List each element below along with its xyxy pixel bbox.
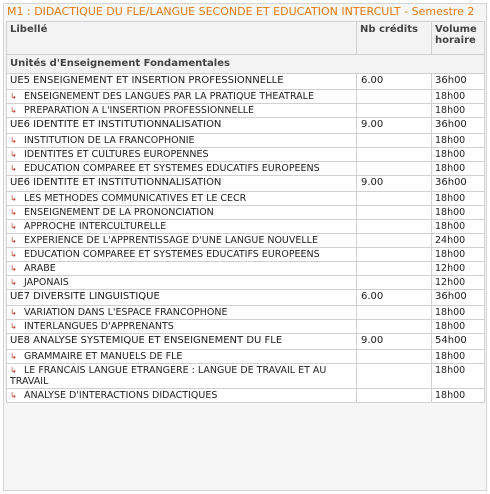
row-label: UE6 IDENTITE ET INSTITUTIONNALISATION [10, 119, 222, 130]
hours-cell: 36h00 [432, 176, 485, 192]
ec-row [7, 220, 485, 234]
credits-cell [357, 320, 432, 334]
column-header-libelle: Libellé [7, 22, 357, 55]
sub-item-arrow-icon: ↳ [10, 308, 17, 317]
row-label-cell [7, 74, 357, 90]
row-label: UE5 ENSEIGNEMENT ET INSERTION PROFESSIONNELLE [10, 75, 284, 86]
row-label-cell [7, 290, 357, 306]
row-label: EXPERIENCE DE L'APPRENTISSAGE D'UNE LANGUE NOUVELLE [24, 235, 318, 246]
credits-cell: 6.00 [357, 74, 432, 90]
credits-cell [357, 364, 432, 389]
row-label: JAPONAIS [24, 277, 69, 288]
ec-row [7, 389, 485, 403]
row-label-cell [7, 248, 357, 262]
hours-cell: 18h00 [432, 192, 485, 206]
credits-cell [357, 206, 432, 220]
credits-cell [357, 248, 432, 262]
hours-cell: 18h00 [432, 90, 485, 104]
credits-cell: 9.00 [357, 334, 432, 350]
sub-item-arrow-icon: ↳ [10, 164, 17, 173]
sub-item-arrow-icon: ↳ [10, 194, 17, 203]
ec-row [7, 306, 485, 320]
ue-row [7, 118, 485, 134]
row-label: LE FRANCAIS LANGUE ETRANGERE : LANGUE DE TRAVAIL ET AU TRAVAIL [10, 365, 327, 387]
hours-cell: 18h00 [432, 306, 485, 320]
row-label-cell [7, 176, 357, 192]
hours-cell: 18h00 [432, 162, 485, 176]
credits-cell: 9.00 [357, 118, 432, 134]
row-label-cell [7, 306, 357, 320]
hours-cell: 18h00 [432, 320, 485, 334]
row-label: INTERLANGUES D'APPRENANTS [24, 321, 174, 332]
row-label: VARIATION DANS L'ESPACE FRANCOPHONE [24, 307, 228, 318]
ec-row [7, 276, 485, 290]
table-header [7, 22, 485, 55]
ec-row [7, 206, 485, 220]
section-title: Unités d'Enseignement Fondamentales [7, 55, 485, 74]
section-row [7, 55, 485, 74]
row-label: LES METHODES COMMUNICATIVES ET LE CECR [24, 193, 247, 204]
row-label-cell [7, 90, 357, 104]
row-label-cell [7, 162, 357, 176]
course-table [6, 21, 485, 403]
row-label-cell [7, 148, 357, 162]
hours-cell: 18h00 [432, 134, 485, 148]
row-label: GRAMMAIRE ET MANUELS DE FLE [24, 351, 183, 362]
row-label-cell [7, 134, 357, 148]
sub-item-arrow-icon: ↳ [10, 106, 17, 115]
sub-item-arrow-icon: ↳ [10, 352, 17, 361]
row-label: UE8 ANALYSE SYSTEMIQUE ET ENSEIGNEMENT DU FLE [10, 335, 283, 346]
row-label-cell [7, 262, 357, 276]
credits-cell [357, 234, 432, 248]
page-title: M1 : DIDACTIQUE DU FLE/LANGUE SECONDE ET EDUCATION INTERCULT - Semestre 2 [7, 5, 475, 18]
hours-cell: 12h00 [432, 276, 485, 290]
ec-row [7, 350, 485, 364]
hours-cell: 18h00 [432, 148, 485, 162]
hours-cell: 36h00 [432, 118, 485, 134]
credits-cell [357, 276, 432, 290]
credits-cell: 6.00 [357, 290, 432, 306]
row-label: EDUCATION COMPAREE ET SYSTEMES EDUCATIFS EUROPEENS [24, 163, 320, 174]
hours-cell: 54h00 [432, 334, 485, 350]
sub-item-arrow-icon: ↳ [10, 391, 17, 400]
hours-cell: 18h00 [432, 206, 485, 220]
ec-row [7, 234, 485, 248]
sub-item-arrow-icon: ↳ [10, 236, 17, 245]
row-label-cell [7, 334, 357, 350]
credits-cell [357, 262, 432, 276]
row-label: UE6 IDENTITE ET INSTITUTIONNALISATION [10, 177, 222, 188]
ec-row [7, 262, 485, 276]
row-label-cell [7, 234, 357, 248]
ec-row [7, 104, 485, 118]
row-label: APPROCHE INTERCULTURELLE [24, 221, 167, 232]
row-label: ANALYSE D'INTERACTIONS DIDACTIQUES [24, 390, 218, 401]
ec-row [7, 134, 485, 148]
row-label-cell [7, 350, 357, 364]
hours-cell: 18h00 [432, 248, 485, 262]
row-label: ARABE [24, 263, 56, 274]
hours-cell: 24h00 [432, 234, 485, 248]
credits-cell [357, 389, 432, 403]
ue-row [7, 334, 485, 350]
sub-item-arrow-icon: ↳ [10, 264, 17, 273]
row-label: ENSEIGNEMENT DE LA PRONONCIATION [24, 207, 214, 218]
credits-cell [357, 220, 432, 234]
credits-cell [357, 192, 432, 206]
ue-row [7, 74, 485, 90]
ec-row [7, 364, 485, 389]
hours-cell: 18h00 [432, 389, 485, 403]
ec-row [7, 320, 485, 334]
ec-row [7, 162, 485, 176]
ec-row [7, 90, 485, 104]
sub-item-arrow-icon: ↳ [10, 136, 17, 145]
ue-row [7, 176, 485, 192]
row-label-cell [7, 320, 357, 334]
sub-item-arrow-icon: ↳ [10, 366, 17, 375]
row-label-cell [7, 206, 357, 220]
credits-cell: 9.00 [357, 176, 432, 192]
row-label-cell [7, 276, 357, 290]
ec-row [7, 192, 485, 206]
hours-cell: 18h00 [432, 104, 485, 118]
ec-row [7, 148, 485, 162]
credits-cell [357, 148, 432, 162]
credits-cell [357, 306, 432, 320]
hours-cell: 18h00 [432, 220, 485, 234]
hours-cell: 12h00 [432, 262, 485, 276]
row-label-cell [7, 220, 357, 234]
row-label-cell [7, 389, 357, 403]
row-label-cell [7, 118, 357, 134]
sub-item-arrow-icon: ↳ [10, 150, 17, 159]
row-label: IDENTITES ET CULTURES EUROPENNES [24, 149, 209, 160]
column-header-credits: Nb crédits [357, 22, 432, 55]
sub-item-arrow-icon: ↳ [10, 278, 17, 287]
row-label: INSTITUTION DE LA FRANCOPHONIE [24, 135, 195, 146]
row-label-cell [7, 104, 357, 118]
row-label: EDUCATION COMPAREE ET SYSTEMES EDUCATIFS EUROPEENS [24, 249, 320, 260]
sub-item-arrow-icon: ↳ [10, 92, 17, 101]
hours-cell: 18h00 [432, 364, 485, 389]
hours-cell: 36h00 [432, 290, 485, 306]
row-label-cell [7, 364, 357, 389]
credits-cell [357, 162, 432, 176]
sub-item-arrow-icon: ↳ [10, 222, 17, 231]
sub-item-arrow-icon: ↳ [10, 322, 17, 331]
credits-cell [357, 90, 432, 104]
row-label: ENSEIGNEMENT DES LANGUES PAR LA PRATIQUE THEATRALE [24, 91, 314, 102]
credits-cell [357, 350, 432, 364]
hours-cell: 36h00 [432, 74, 485, 90]
curriculum-panel [3, 3, 487, 491]
sub-item-arrow-icon: ↳ [10, 250, 17, 259]
credits-cell [357, 104, 432, 118]
sub-item-arrow-icon: ↳ [10, 208, 17, 217]
row-label: PREPARATION A L'INSERTION PROFESSIONNELLE [24, 105, 255, 116]
row-label-cell [7, 192, 357, 206]
row-label: UE7 DIVERSITE LINGUISTIQUE [10, 291, 160, 302]
ue-row [7, 290, 485, 306]
ec-row [7, 248, 485, 262]
hours-cell: 18h00 [432, 350, 485, 364]
credits-cell [357, 134, 432, 148]
column-header-volume: Volume horaire [432, 22, 485, 55]
